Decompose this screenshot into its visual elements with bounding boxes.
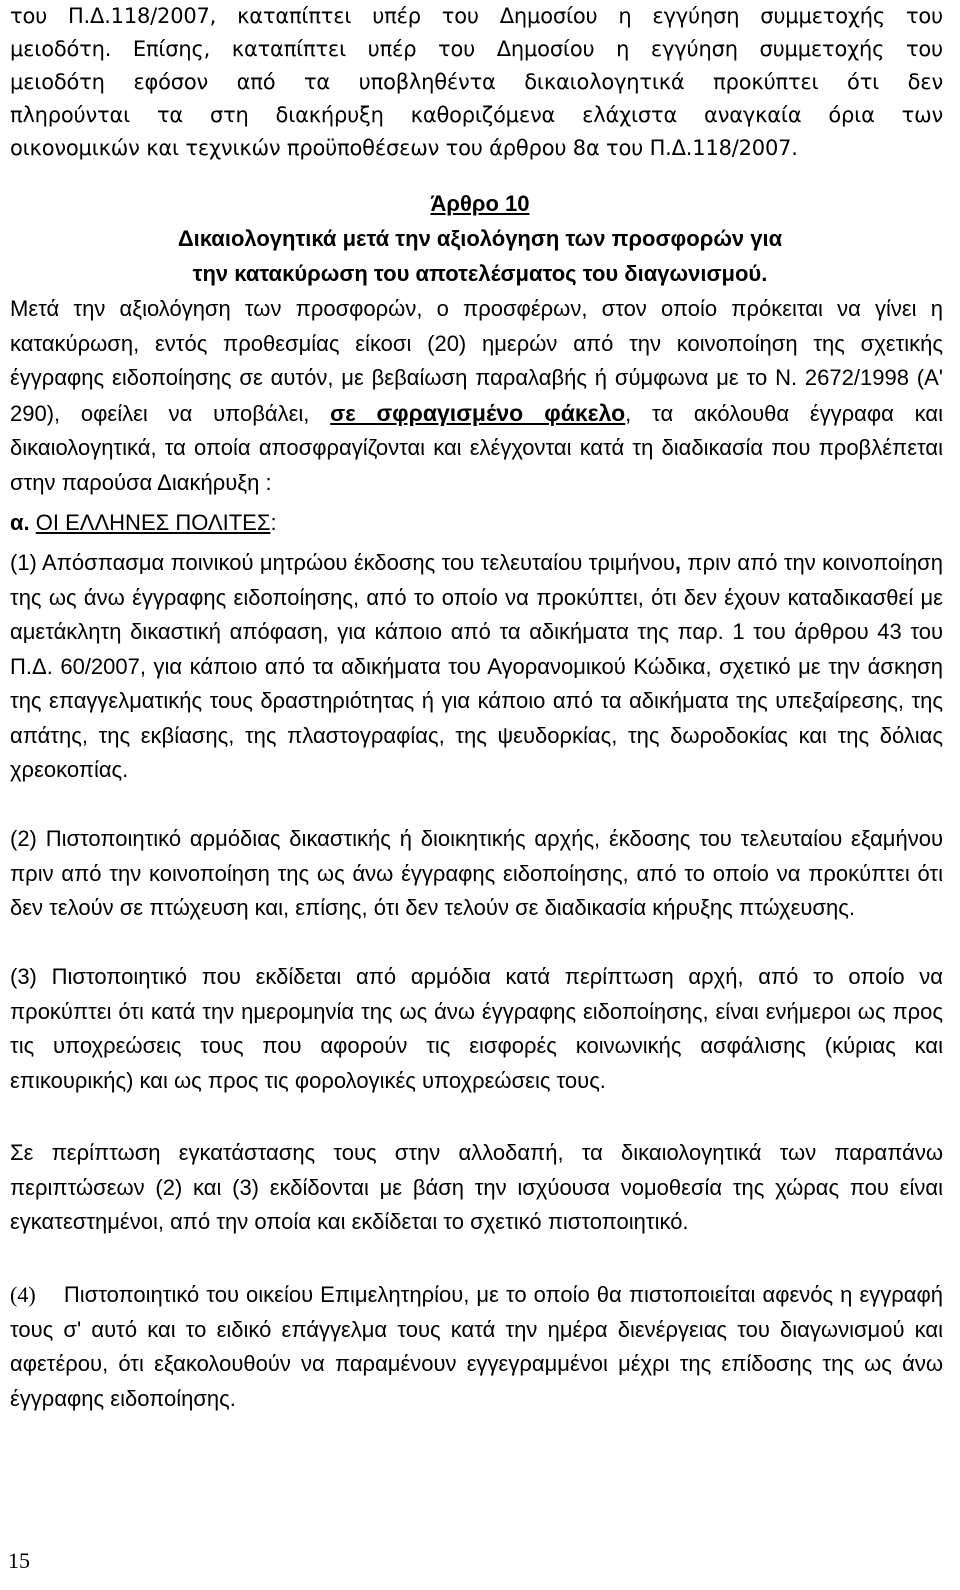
section-a-heading [10,506,277,540]
item-text: Πιστοποιητικό αρμόδιας δικαστικής ή διοικητικής αρχής, έκδοσης του τελευταίου εξαμήνου πριν από την κοινοποίηση της ως άνω έγγραφης ειδοποίησης, από το οποίο να προκύπτει ότι δεν τελούν σε πτώχευση και, επίσης, ότι δεν τελούν σε διαδικασία κήρυξης πτώχευσης. [10,826,943,920]
paragraph-line: πληρούνται τα στη διακήρυξη καθοριζόμενα ελάχιστα αναγκαία όρια των [10,103,943,127]
intro-text: Μετά την αξιολόγηση των προσφορών, ο προσφέρων, στον οποίο πρόκειται να γίνει η κατακύρωση, εντός προθεσμίας είκοσι (20) ημερών από την κοινοποίηση της σχετικής έγγραφης ειδοποίησης σε αυτόν, με βεβαίωση παραλαβής ή σύμφωνα με το Ν. 2672/1998 (Α' 290), οφείλει να υποβάλει, [10,296,943,426]
sealed-prefix: σε [330,400,377,426]
item-number: (2) [10,826,37,851]
item-text: Απόσπασμα ποινικού μητρώου έκδοσης του τελευταίου τριμήνου [36,550,675,575]
continuation-paragraph [10,0,943,165]
paragraph-line: του Π.Δ.118/2007, καταπίπτει υπέρ του Δημοσίου η εγγύηση συμμετοχής του [10,4,943,28]
article-title-line: Δικαιολογητικά μετά την αξιολόγηση των προσφορών για [177,226,783,251]
list-item [10,546,943,788]
article-title-line: την κατακύρωση του αποτελέσματος του διαγωνισμού. [192,261,768,286]
page-number: 15 [8,1548,30,1573]
sealed-envelope-text: σφραγισμένο φάκελο [376,399,626,426]
article-heading [0,186,960,291]
article-number: Άρθρο 10 [430,191,530,216]
intro-paragraph [10,292,943,500]
item-number: (3) [10,964,37,989]
item-text: Σε περίπτωση εγκατάστασης τους στην αλλοδαπή, τα δικαιολογητικά των παραπάνω περιπτώσεων (2) και (3) εκδίδονται με βάση την ισχύουσα νομοθεσία της χώρας που είναι εγκατεστημένοι, από την οποία και εκδίδεται το σχετικό πιστοποιητικό. [10,1140,943,1234]
section-a-colon: : [270,510,277,535]
paragraph-line: μειοδότη εφόσον από τα υποβληθέντα δικαιολογητικά προκύπτει ότι δεν [10,70,943,94]
paragraph-line: οικονομικών και τεχνικών προϋποθέσεων του άρθρου 8α του Π.Δ.118/2007. [10,136,798,160]
item-number: (4) [10,1282,36,1307]
intro-text-after: , τα ακόλουθα έγγραφα και δικαιολογητικά, τα οποία αποσφραγίζονται και ελέγχονται κατά τη διαδικασία που προβλέπεται στην παρούσα Διακήρυξη : [10,400,943,495]
item-number: (1) [10,550,37,575]
paragraph-line: μειοδότη. Επίσης, καταπίπτει υπέρ του Δημοσίου η εγγύηση συμμετοχής του [10,37,943,61]
section-a-title: ΟΙ ΕΛΛΗΝΕΣ ΠΟΛΙΤΕΣ [35,510,271,535]
item-bold-comma: , [674,550,682,575]
list-item [10,1278,950,1416]
item-text: Πιστοποιητικό του οικείου Επιμελητηρίου, με το οποίο θα πιστοποιείται αφενός η εγγραφή τους σ' αυτό και το ειδικό επάγγελμα τους κατά την ημέρα διενέργειας του διαγωνισμού και αφετέρου, ότι εξακολουθούν να παραμένουν εγγεγραμμένοι μέχρι της επίδοσης της ως άνω έγγραφης ειδοποίησης. [10,1282,950,1411]
section-a-label: α. [10,510,30,535]
foreign-establishment-paragraph [10,1136,943,1240]
list-item [10,822,943,926]
item-text: πριν από την κοινοποίηση της ως άνω έγγραφης ειδοποίησης, από το οποίο να προκύπτει, ότι δεν έχουν καταδικασθεί με αμετάκλητη δικαστική απόφαση, για κάποιο από τα αδικήματα της παρ. 1 του άρθρου 43 του Π.Δ. 60/2007, για κάποιο από τα αδικήματα του Αγορανομικού Κώδικα, σχετικό με την άσκηση της επαγγελματικής τους δραστηριότητας ή για κάποιο από τα αδικήματα της υπεξαίρεσης, της απάτης, της εκβίασης, της πλαστογραφίας, της ψευδορκίας, της δωροδοκίας και της δόλιας χρεοκοπίας. [10,550,943,782]
list-item [10,960,943,1098]
item-text: Πιστοποιητικό που εκδίδεται από αρμόδια κατά περίπτωση αρχή, από το οποίο να προκύπτει ότι κατά την ημερομηνία της ως άνω έγγραφης ειδοποίησης, είναι ενήμεροι ως προς τις υποχρεώσεις τους που αφορούν τις εισφορές κοινωνικής ασφάλισης (κύριας και επικουρικής) και ως προς τις φορολογικές υποχρεώσεις τους. [10,964,943,1093]
